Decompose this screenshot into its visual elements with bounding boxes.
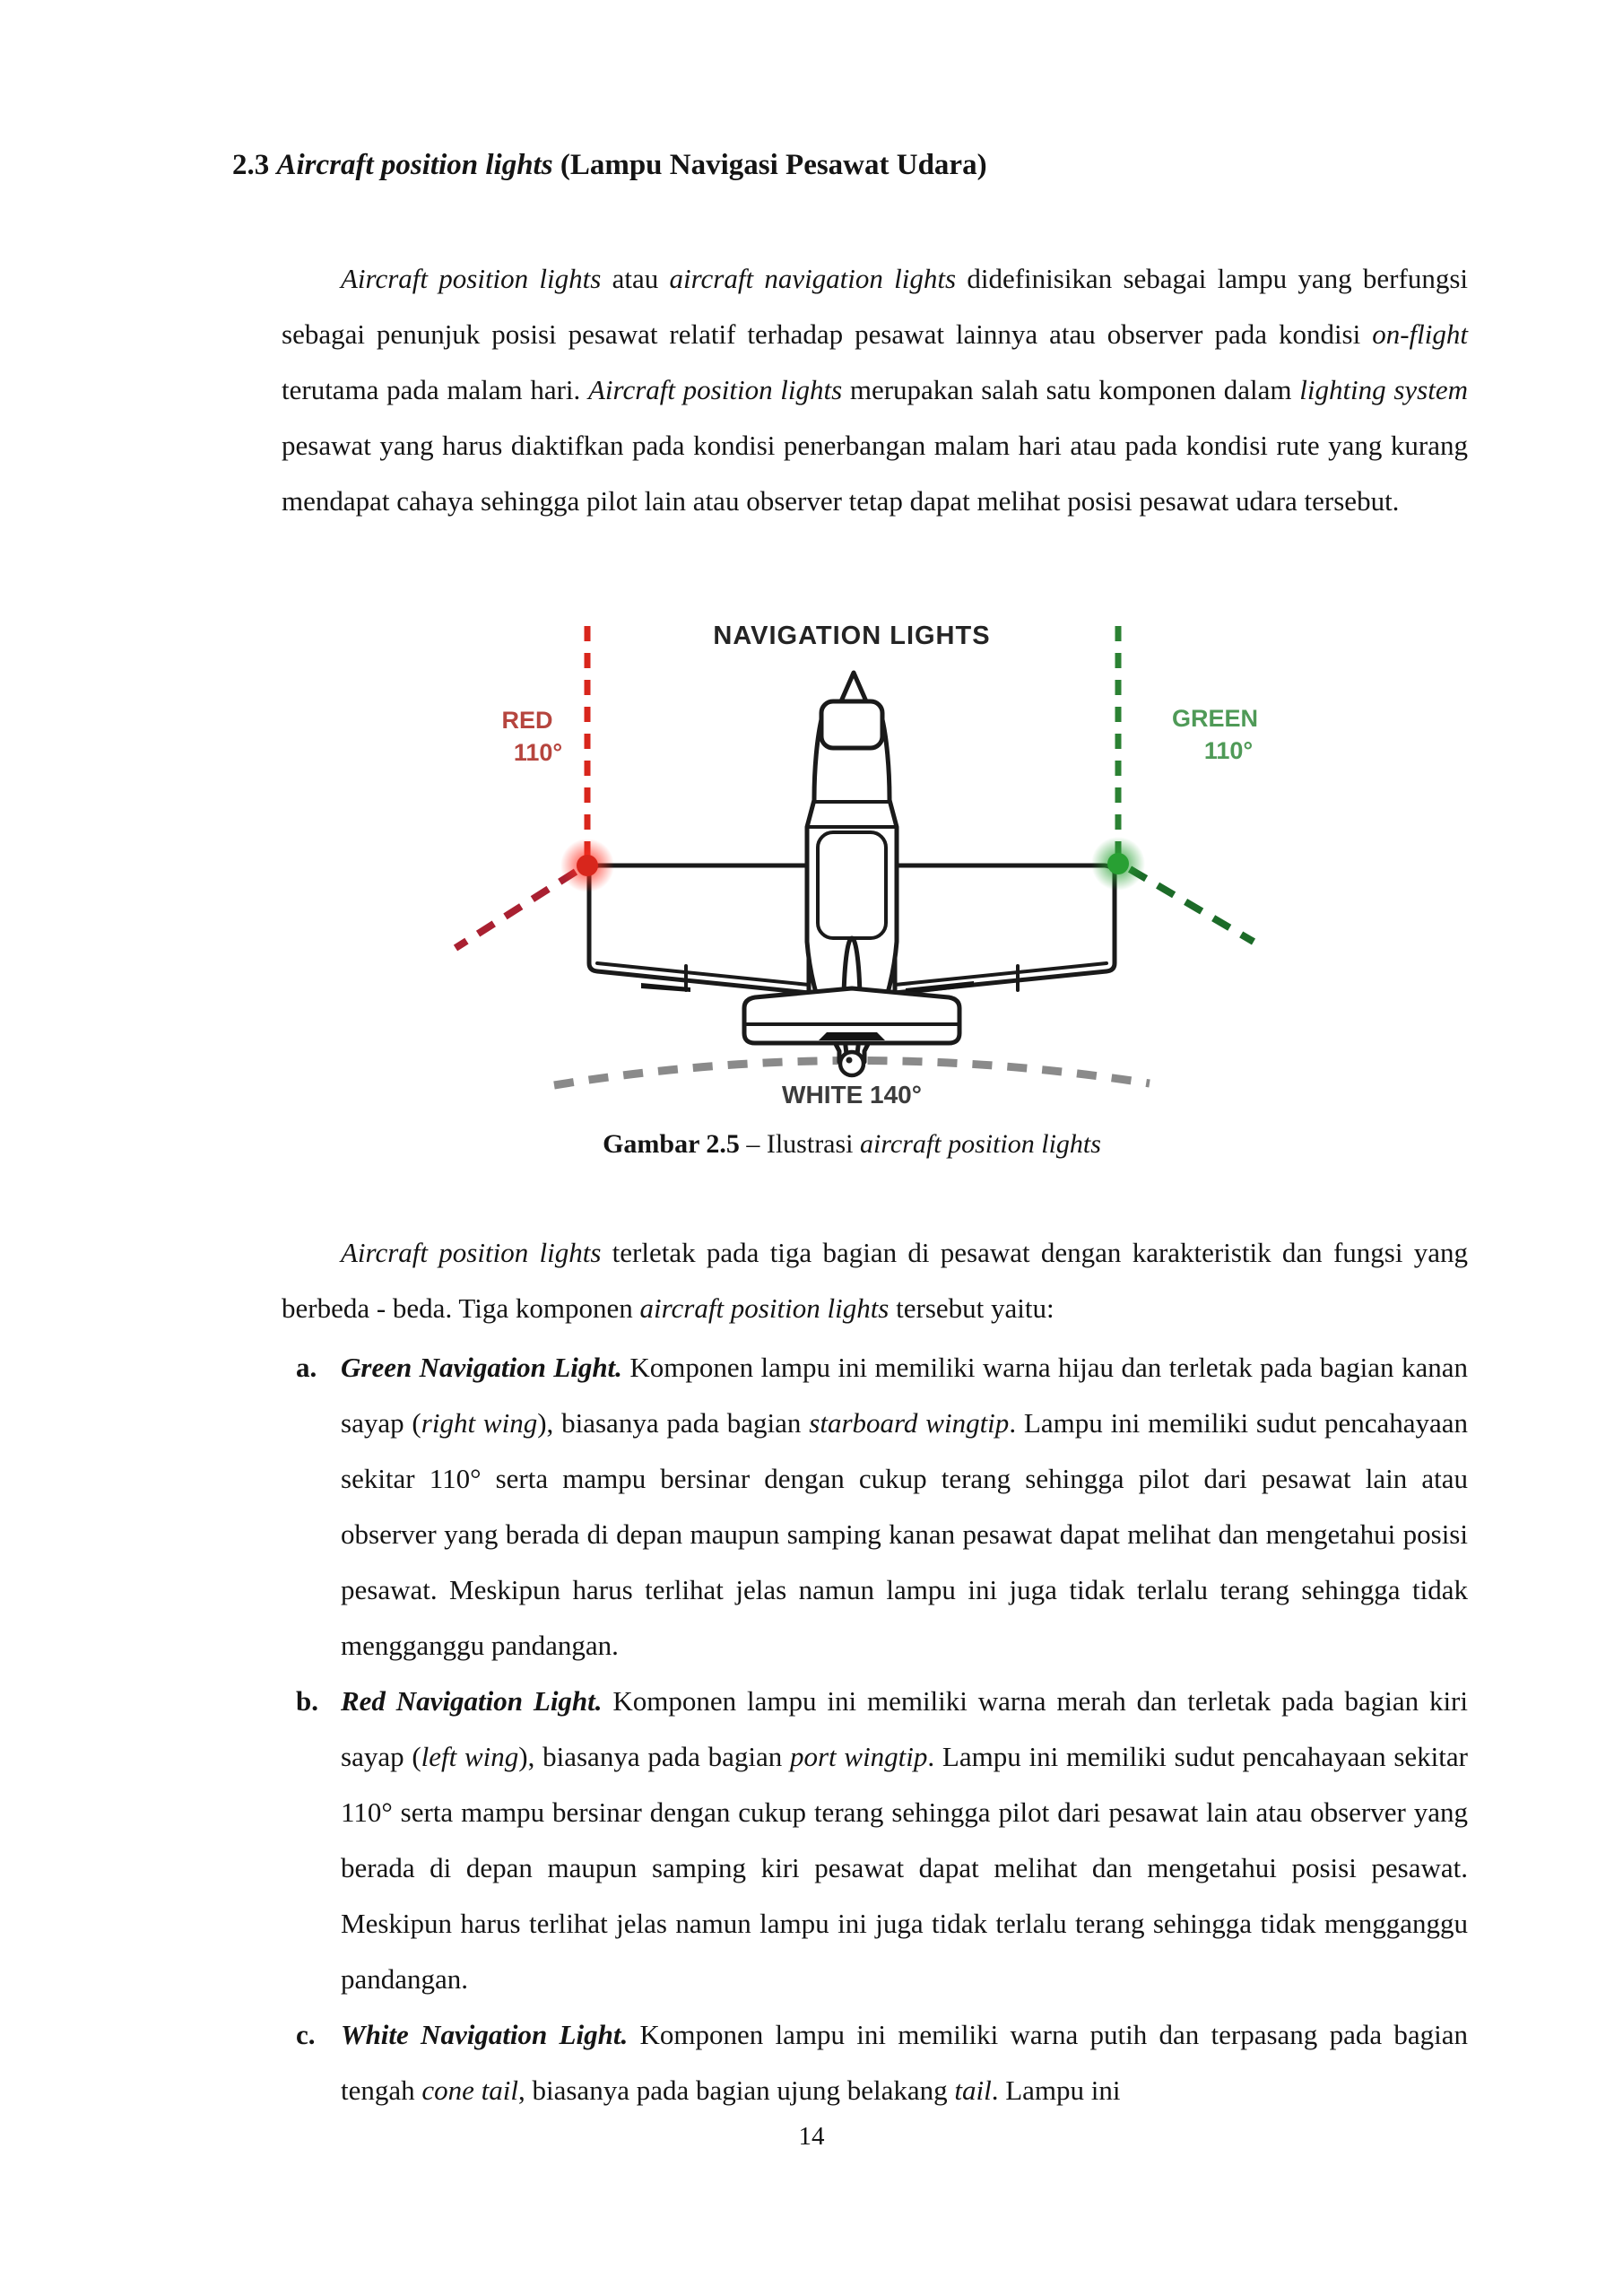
propeller-spinner xyxy=(841,673,866,701)
list-item-white-light xyxy=(282,2007,1468,2118)
left-wing-mark xyxy=(641,983,690,992)
paragraph-intro: Aircraft position lights atau aircraft navigation lights didefinisikan sebagai lampu yang berfungsi sebagai penunjuk posisi pesawat relatif terhadap pesawat lainnya atau observer pada kondisi on-flight terutama pada malam hari. Aircraft position lights merupakan salah satu komponen dalam lighting system pesawat yang harus diaktifkan pada kondisi penerbangan malam hari atau pada kondisi rute yang kurang mendapat cahaya sehingga pilot lain atau observer tetap dapat melihat posisi pesawat udara tersebut. xyxy=(282,263,1468,517)
list-marker: a. xyxy=(296,1352,317,1383)
aircraft-diagram xyxy=(421,603,1282,1123)
list-item-green-light xyxy=(282,1340,1468,1674)
green-beam-diagonal-dash xyxy=(1130,869,1254,942)
list-item-text: Red Navigation Light. Komponen lampu ini memiliki warna merah dan terletak pada bagian kiri sayap (left wing), biasanya pada bagian port wingtip. Lampu ini memiliki sudut pencahayaan sekitar 110° serta mampu bersinar dengan cukup terang sehingga pilot dari pesawat lain atau observer yang berada di depan maupun samping kiri pesawat dapat melihat dan mengetahui posisi pesawat. Meskipun harus terlihat jelas namun lampu ini juga tidak terlalu terang sehingga tidak mengganggu pandangan. xyxy=(341,1685,1468,1995)
figure-title: NAVIGATION LIGHTS xyxy=(713,622,991,650)
paragraph-components: Aircraft position lights terletak pada tiga bagian di pesawat dengan karakteristik dan fungsi yang berbeda - beda. Tiga komponen aircraft position lights tersebut yaitu: xyxy=(282,1237,1468,1324)
list-item-text: Green Navigation Light. Komponen lampu ini memiliki warna hijau dan terletak pada bagian kanan sayap (right wing), biasanya pada bagian starboard wingtip. Lampu ini memiliki sudut pencahayaan sekitar 110° serta mampu bersinar dengan cukup terang sehingga pilot dari pesawat lain atau observer yang berada di depan maupun samping kanan pesawat dapat melihat dan mengetahui posisi pesawat. Meskipun harus terlihat jelas namun lampu ini juga tidak terlalu terang sehingga tidak mengganggu pandangan. xyxy=(341,1352,1469,1661)
component-list xyxy=(282,1340,1468,2118)
red-navigation-light xyxy=(577,855,598,876)
list-marker: c. xyxy=(296,2019,316,2050)
cabin-canopy xyxy=(818,832,886,938)
figure-caption: Gambar 2.5 – Ilustrasi aircraft position lights xyxy=(603,1129,1101,1159)
red-beam-diagonal-dash xyxy=(456,872,576,948)
white-navigation-light xyxy=(840,1052,864,1075)
page-number: 14 xyxy=(798,2122,825,2151)
section-heading: 2.3 Aircraft position lights (Lampu Navigasi Pesawat Udara) xyxy=(232,149,987,181)
white-angle-label: WHITE 140° xyxy=(782,1081,922,1109)
elevator-tab xyxy=(819,1032,885,1040)
white-light-dot xyxy=(846,1057,853,1064)
list-item-text: White Navigation Light. Komponen lampu ini memiliki warna putih dan terpasang pada bagian tengah cone tail, biasanya pada bagian ujung belakang tail. Lampu ini xyxy=(341,2019,1468,2106)
green-angle-label: 110° xyxy=(1203,737,1254,764)
figure-aircraft-position-lights xyxy=(421,603,1282,1123)
list-item-red-light xyxy=(282,1674,1468,2007)
green-label: GREEN xyxy=(1171,705,1259,732)
engine-cowling xyxy=(821,701,882,748)
red-label: RED xyxy=(501,707,553,734)
list-marker: b. xyxy=(296,1685,318,1717)
red-angle-label: 110° xyxy=(513,739,563,766)
green-navigation-light xyxy=(1107,853,1129,874)
